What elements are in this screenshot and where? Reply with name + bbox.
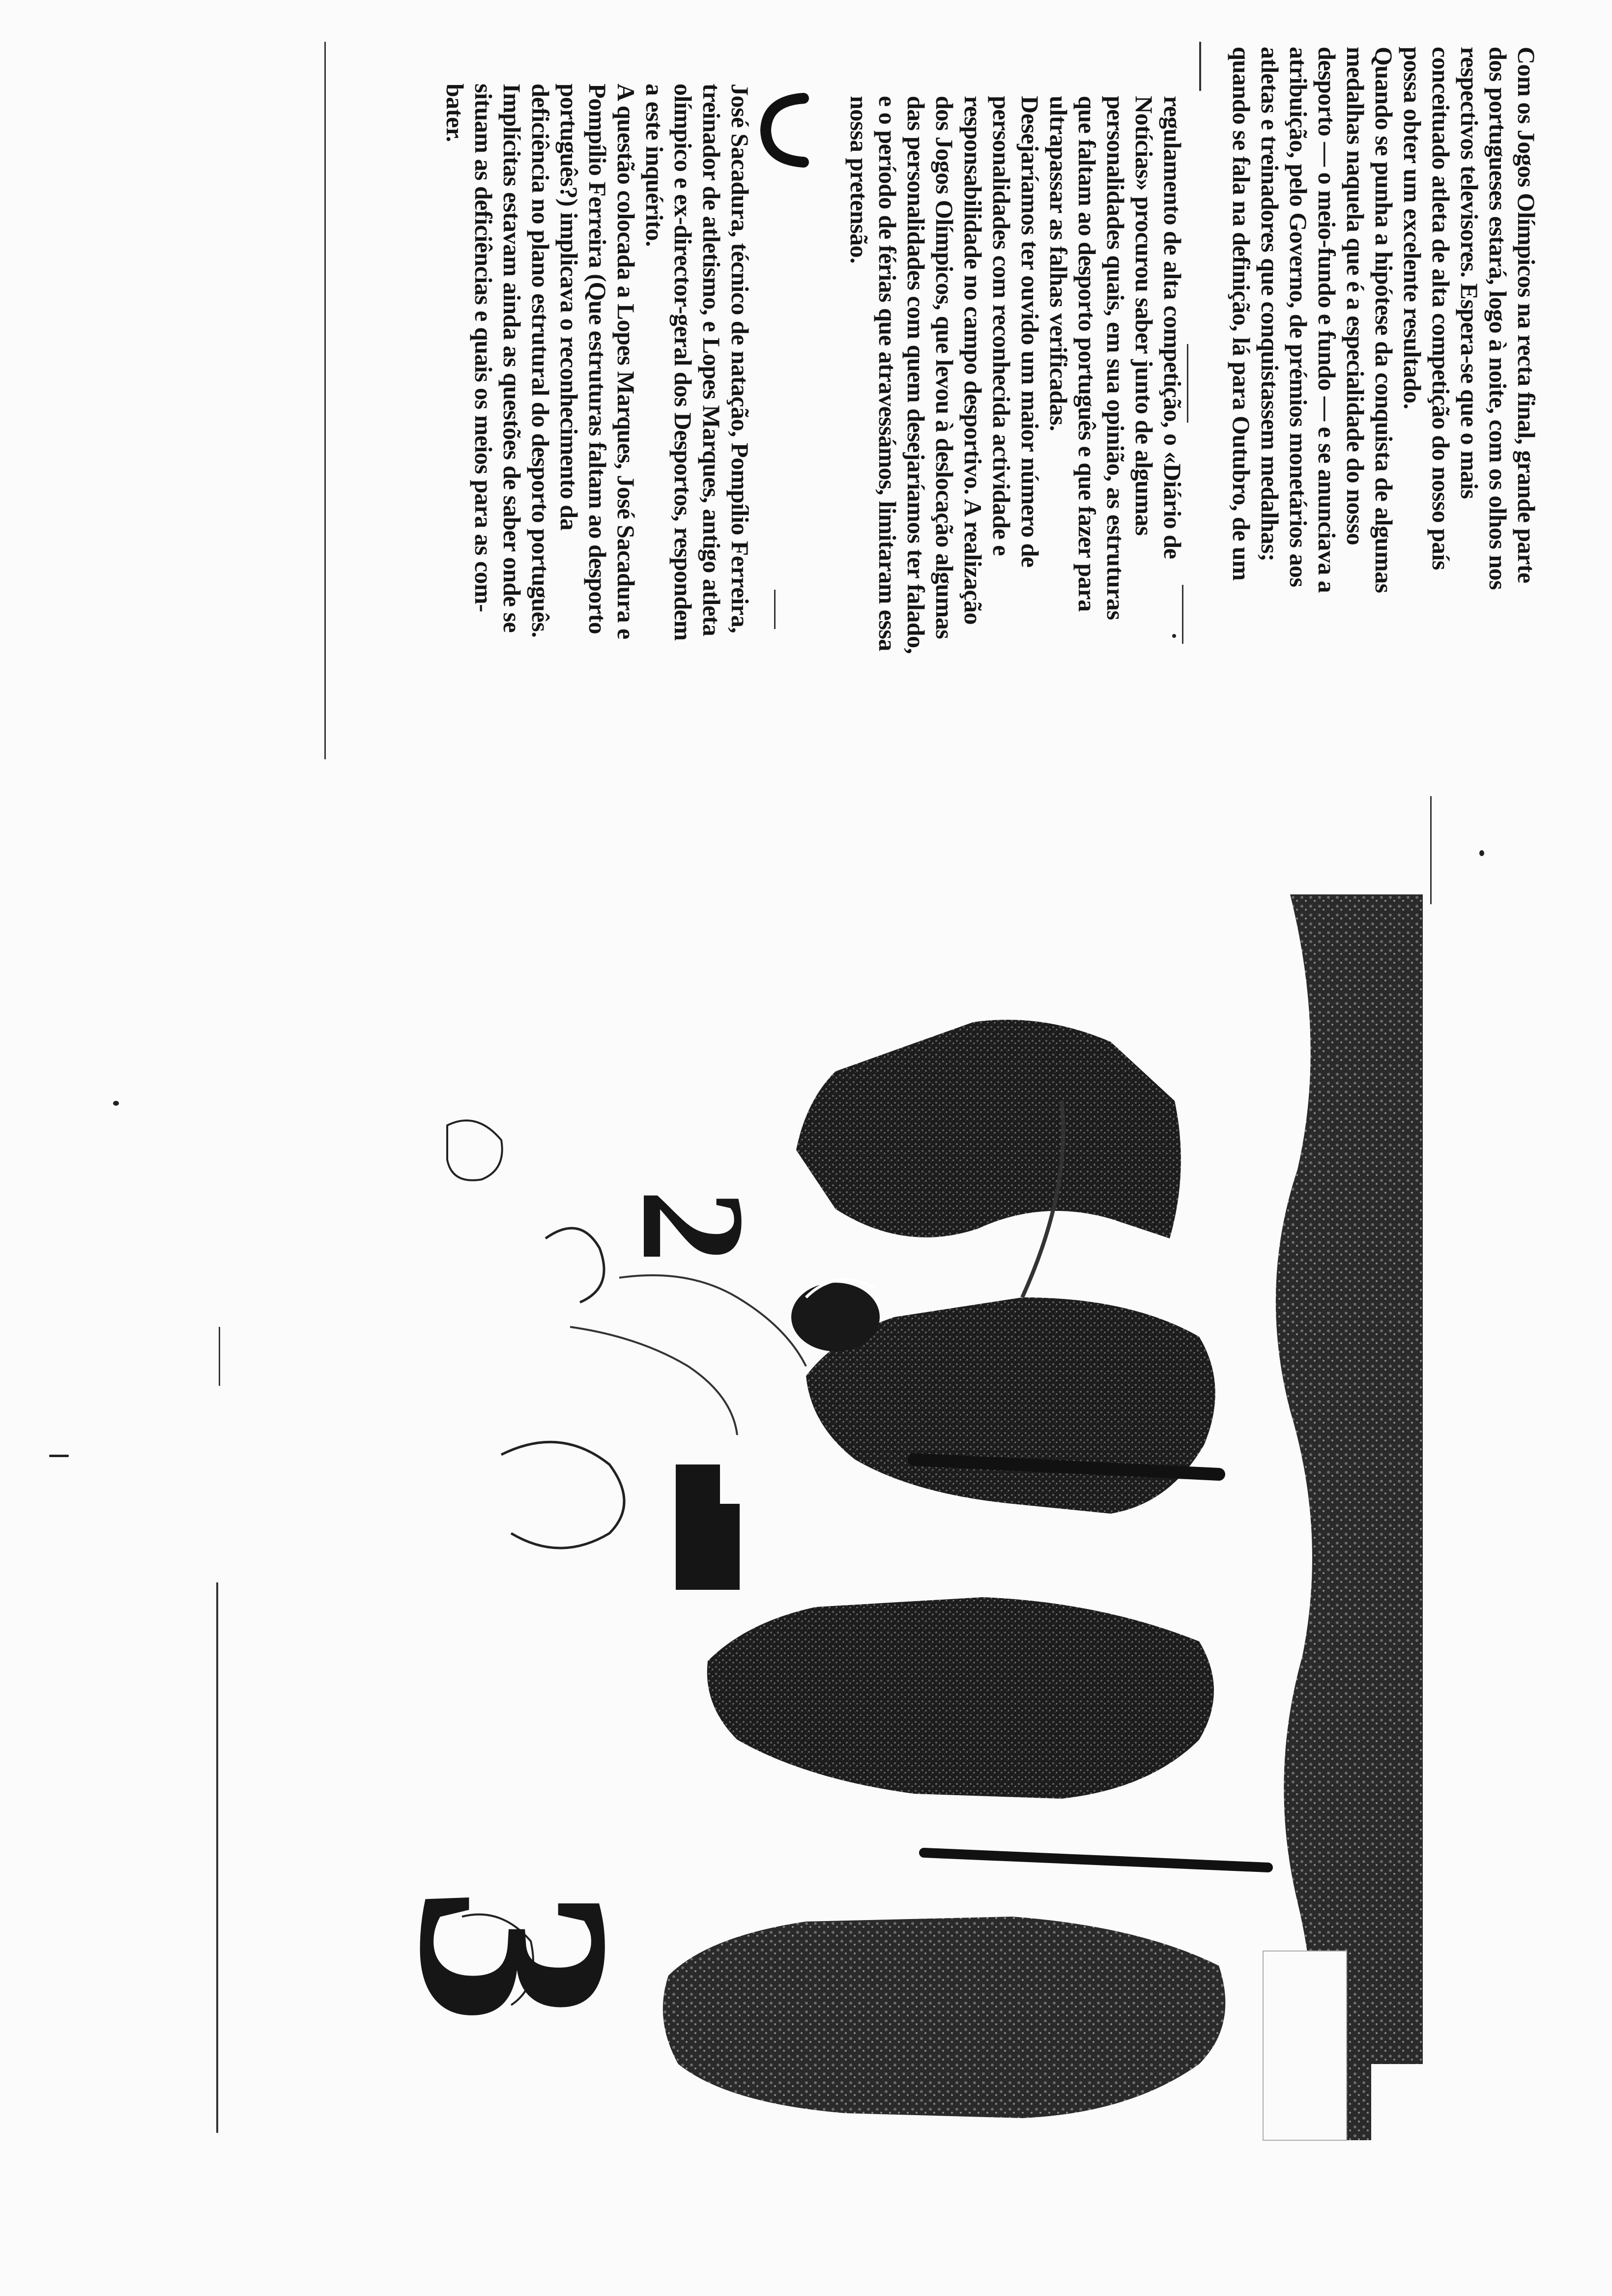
- middle-column: [845, 96, 1187, 843]
- middle-line: dos Jogos Olímpicos, que levou à deslocação algumas: [931, 96, 958, 639]
- middle-line: ultrapassar as falhas verificadas.: [1045, 96, 1072, 431]
- middle-line: Notícias» procurou saber junto de algumas: [1130, 96, 1158, 536]
- middle-line: que faltam ao desporto português e que fazer para: [1073, 96, 1101, 612]
- lower-line: Pompílio Ferreira (Que estruturas faltam ao desporto: [584, 84, 611, 634]
- lower-line: olímpico e ex-director-geral dos Desportos, respondem: [669, 84, 697, 641]
- intro-line: quando se fala na definição, lá para Outubro, de um: [1228, 47, 1255, 581]
- intro-line: medalhas naquela que é a especialidade do nosso: [1342, 47, 1369, 545]
- lower-line: português?) implicava o reconhecimento da: [555, 84, 583, 531]
- middle-line: das personalidades com quem desejaríamos ter falado,: [902, 96, 930, 654]
- column-rule: [1199, 42, 1201, 91]
- column-rule: [219, 1327, 220, 1386]
- intro-line: desporto — o meio-fundo e fundo — e se anunciava a: [1313, 47, 1341, 593]
- middle-line: responsabilidade no campo desportivo. A realização: [959, 96, 987, 625]
- numeral-three: 3: [363, 1887, 667, 2025]
- intro-column: [1227, 47, 1541, 804]
- intro-line: Quando se punha a hipótese da conquista de algumas: [1370, 47, 1398, 593]
- column-rule: [774, 590, 776, 629]
- numeral-two: 2: [612, 1189, 775, 1263]
- column-rule: [324, 42, 326, 759]
- lower-line: situam as deficiências e quais os meios para as com-: [470, 84, 497, 612]
- scan-speck: [1172, 634, 1176, 638]
- intro-line: possa obter um excelente resultado.: [1399, 47, 1426, 409]
- scan-speck: [113, 1101, 119, 1106]
- intro-line: atribuição, pelo Governo, de prémios monetários aos: [1285, 47, 1312, 587]
- lower-line: A questão colocada a Lopes Marques, José Sacadura e: [612, 84, 640, 639]
- athletes-photo: [363, 894, 1423, 2140]
- lower-line: bater.: [441, 84, 469, 142]
- lower-line: a este inquérito.: [641, 84, 668, 247]
- bracket-mark-icon: [757, 93, 811, 167]
- lower-line: Implícitas estavam ainda as questões de saber onde se: [498, 84, 526, 633]
- intro-line: respectivos televisores. Espera-se que o mais: [1456, 47, 1483, 499]
- middle-line: personalidades com reconhecida actividade e: [988, 96, 1015, 556]
- middle-line: personalidades quais, em sua opinião, as estruturas: [1102, 96, 1129, 620]
- lower-line: treinador de atletismo, e Lopes Marques, antigo atleta: [698, 84, 725, 636]
- intro-line: atletas e treinadores que conquistassem medalhas;: [1256, 47, 1284, 562]
- middle-line: e o período de férias que atravessámos, limitaram essa: [874, 96, 901, 651]
- middle-line: nossa pretensão.: [845, 96, 873, 264]
- column-rule: [1182, 585, 1183, 644]
- intro-line: conceituado atleta de alta competição do nosso país: [1427, 47, 1455, 570]
- middle-line: Desejaríamos ter ouvido um maior número de: [1016, 96, 1044, 568]
- lower-column: [441, 84, 754, 781]
- intro-line: Com os Jogos Olímpicos na recta final, grande parte: [1513, 47, 1540, 583]
- lower-line: deficiência no plano estrutural do desporto português.: [527, 84, 554, 638]
- middle-line: regulamento de alta competição, o «Diário de: [1159, 96, 1186, 559]
- scan-speck: [49, 1455, 69, 1457]
- intro-line: dos portugueses estará, logo à noite, com os olhos nos: [1484, 47, 1512, 590]
- column-rule: [216, 1582, 218, 2133]
- scan-speck: [1479, 850, 1484, 856]
- lower-line: José Sacadura, técnico de natação, Pompílio Ferreira,: [726, 84, 754, 633]
- column-rule: [1430, 796, 1432, 904]
- column-rule: [1187, 344, 1188, 423]
